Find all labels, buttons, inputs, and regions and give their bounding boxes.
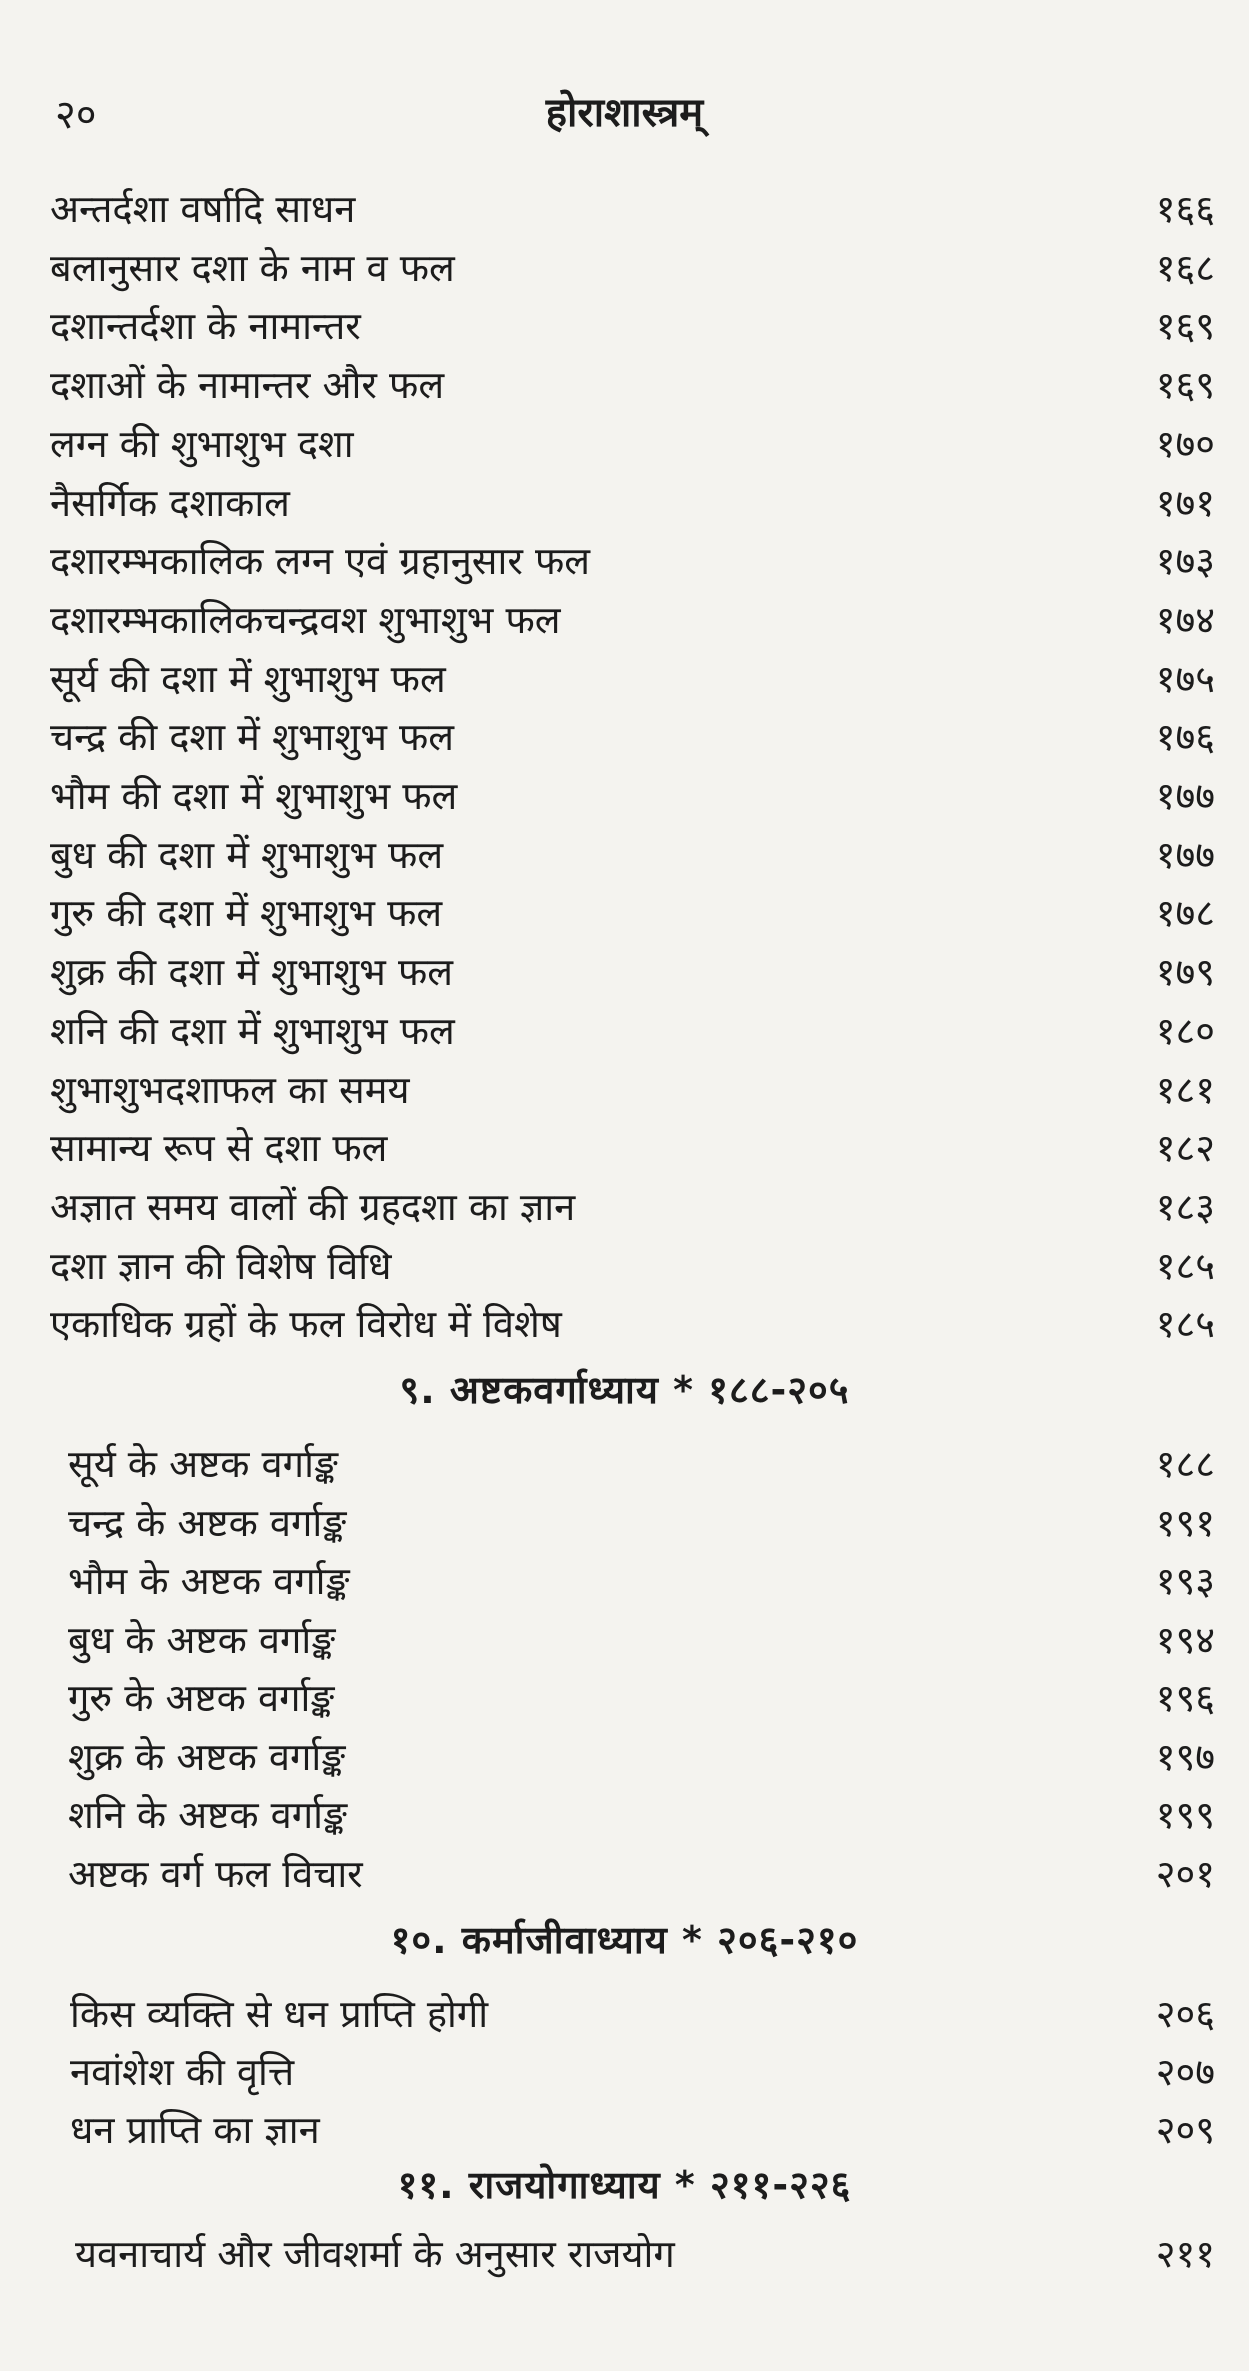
toc-entry-page-number: १७७ [1155,774,1215,818]
toc-entry [75,2225,1215,2283]
toc-entry [68,1552,1215,1610]
toc-entry-page-number: १८३ [1155,1184,1215,1229]
toc-entry-page-number: १६९ [1155,304,1215,349]
toc-entry-page-number: १७१ [1155,480,1215,525]
toc-entry-title: दशारम्भकालिक लग्न एवं ग्रहानुसार फल [50,539,590,584]
toc-entry-page-number: २०१ [1155,1851,1215,1896]
toc-entry-title: अष्टक वर्ग फल विचार [68,1851,363,1896]
toc-entry-title: अज्ञात समय वालों की ग्रहदशा का ज्ञान [50,1184,576,1229]
page-header [0,75,1249,138]
toc-entry-page-number: १६६ [1155,187,1215,231]
toc-entry-title: चन्द्र के अष्टक वर्गाङ्क [68,1500,347,1545]
toc-entry-title: शुभाशुभदशाफल का समय [50,1067,410,1112]
toc-entry-title: यवनाचार्य और जीवशर्मा के अनुसार राजयोग [75,2232,675,2276]
toc-entry-page-number: २०६ [1155,1992,1215,2036]
toc-entry-title: दशा ज्ञान की विशेष विधि [50,1243,392,1288]
toc-entry-title: चन्द्र की दशा में शुभाशुभ फल [50,715,455,760]
toc-entry-page-number: १७५ [1155,656,1215,701]
toc-entry-page-number: १८२ [1155,1126,1215,1171]
toc-entry-page-number: १९४ [1155,1617,1215,1662]
toc-entry [50,239,1215,297]
toc-entry [50,1295,1215,1353]
toc-entry-page-number: १७६ [1155,715,1215,760]
toc-entry-page-number: १९७ [1155,1734,1215,1779]
toc-entry-title: एकाधिक ग्रहों के फल विरोध में विशेष [50,1302,562,1347]
toc-entry-page-number: १९१ [1155,1500,1215,1545]
toc-entry-title: सूर्य की दशा में शुभाशुभ फल [50,656,446,701]
toc-entry [70,2101,1215,2159]
toc-entry-page-number: १८० [1155,1008,1215,1053]
toc-entry [50,1237,1215,1295]
toc-entry [50,415,1215,473]
toc-entry-title: धन प्राप्ति का ज्ञान [70,2108,320,2152]
toc-entry [50,1061,1215,1119]
toc-entry-title: दशारम्भकालिकचन्द्रवश शुभाशुभ फल [50,597,561,642]
toc-entry [68,1786,1215,1844]
toc-entry [50,1002,1215,1060]
page-number: २० [55,92,97,138]
toc-entry-title: बुध की दशा में शुभाशुभ फल [50,832,444,877]
toc-entry [50,356,1215,414]
toc-entry-title: किस व्यक्ति से धन प्राप्ति होगी [70,1992,489,2036]
toc-entry-title: शुक्र की दशा में शुभाशुभ फल [50,950,454,995]
toc-entry-page-number: १६८ [1155,245,1215,290]
toc-entry-page-number: १६९ [1155,363,1215,408]
toc-entry [50,943,1215,1001]
toc-entry [50,650,1215,708]
toc-entry-page-number: १९९ [1155,1793,1215,1837]
toc-entry-title: दशान्तर्दशा के नामान्तर [50,304,361,349]
toc-entry-page-number: १७३ [1155,539,1215,584]
toc-entry-page-number: १७८ [1155,891,1215,936]
toc-entry-page-number: १७० [1155,421,1215,466]
toc-entry [50,884,1215,942]
toc-entry-page-number: १९६ [1155,1676,1215,1720]
toc-entry [50,1178,1215,1236]
toc-entry-page-number: १९३ [1155,1559,1215,1603]
toc-entry [50,591,1215,649]
toc-entry-title: गुरु की दशा में शुभाशुभ फल [50,891,443,936]
toc-entry [68,1669,1215,1727]
toc-entry-title: लग्न की शुभाशुभ दशा [50,421,354,466]
chapter-heading: ९. अष्टकवर्गाध्याय * १८८-२०५ [399,1368,850,1412]
toc-entry-title: सामान्य रूप से दशा फल [50,1126,388,1171]
toc-entry-title: सूर्य के अष्टक वर्गाङ्क [68,1442,338,1486]
toc-entry [50,767,1215,825]
toc-entry-page-number: १८८ [1155,1442,1215,1486]
chapter-heading: ११. राजयोगाध्याय * २११-२२६ [397,2163,852,2207]
toc-entry-page-number: १८५ [1155,1302,1215,1347]
toc-entry-page-number: २०७ [1155,2050,1215,2094]
toc-entry-title: शनि की दशा में शुभाशुभ फल [50,1008,455,1053]
toc-entry [68,1611,1215,1669]
toc-entry [70,2043,1215,2101]
toc-entry-page-number: १७७ [1155,832,1215,877]
toc-entry [68,1845,1215,1903]
toc-entry [50,1119,1215,1177]
toc-entry-title: भौम के अष्टक वर्गाङ्क [68,1559,350,1603]
toc-entry-title: गुरु के अष्टक वर्गाङ्क [68,1676,335,1720]
toc-entry-title: बुध के अष्टक वर्गाङ्क [68,1617,336,1662]
toc-entry [70,1985,1215,2043]
toc-entry-title: भौम की दशा में शुभाशुभ फल [50,774,458,818]
toc-entry-page-number: १७४ [1155,597,1215,642]
toc-entry [68,1728,1215,1786]
toc-entry-title: दशाओं के नामान्तर और फल [50,363,445,408]
toc-entry-title: नैसर्गिक दशाकाल [50,480,290,525]
toc-entry-page-number: २०९ [1155,2108,1215,2152]
toc-entry [50,708,1215,766]
toc-entry [50,474,1215,532]
toc-entry [68,1435,1215,1493]
chapter-heading: १०. कर्माजीवाध्याय * २०६-२१० [390,1918,859,1962]
toc-entry-title: शनि के अष्टक वर्गाङ्क [68,1793,348,1837]
toc-entry-title: बलानुसार दशा के नाम व फल [50,245,455,290]
toc-entry [50,297,1215,355]
toc-entry-page-number: १७९ [1155,950,1215,995]
toc-entry-page-number: १८५ [1155,1243,1215,1288]
toc-entry-page-number: २११ [1155,2232,1215,2276]
book-title: होराशास्त्रम् [545,90,704,136]
toc-entry-title: नवांशेश की वृत्ति [70,2050,295,2094]
toc-entry-title: शुक्र के अष्टक वर्गाङ्क [68,1734,346,1779]
toc-entry [50,532,1215,590]
toc-entry [50,180,1215,238]
toc-entry-page-number: १८१ [1155,1067,1215,1112]
toc-entry [68,1494,1215,1552]
toc-entry [50,826,1215,884]
toc-entry-title: अन्तर्दशा वर्षादि साधन [50,187,356,231]
